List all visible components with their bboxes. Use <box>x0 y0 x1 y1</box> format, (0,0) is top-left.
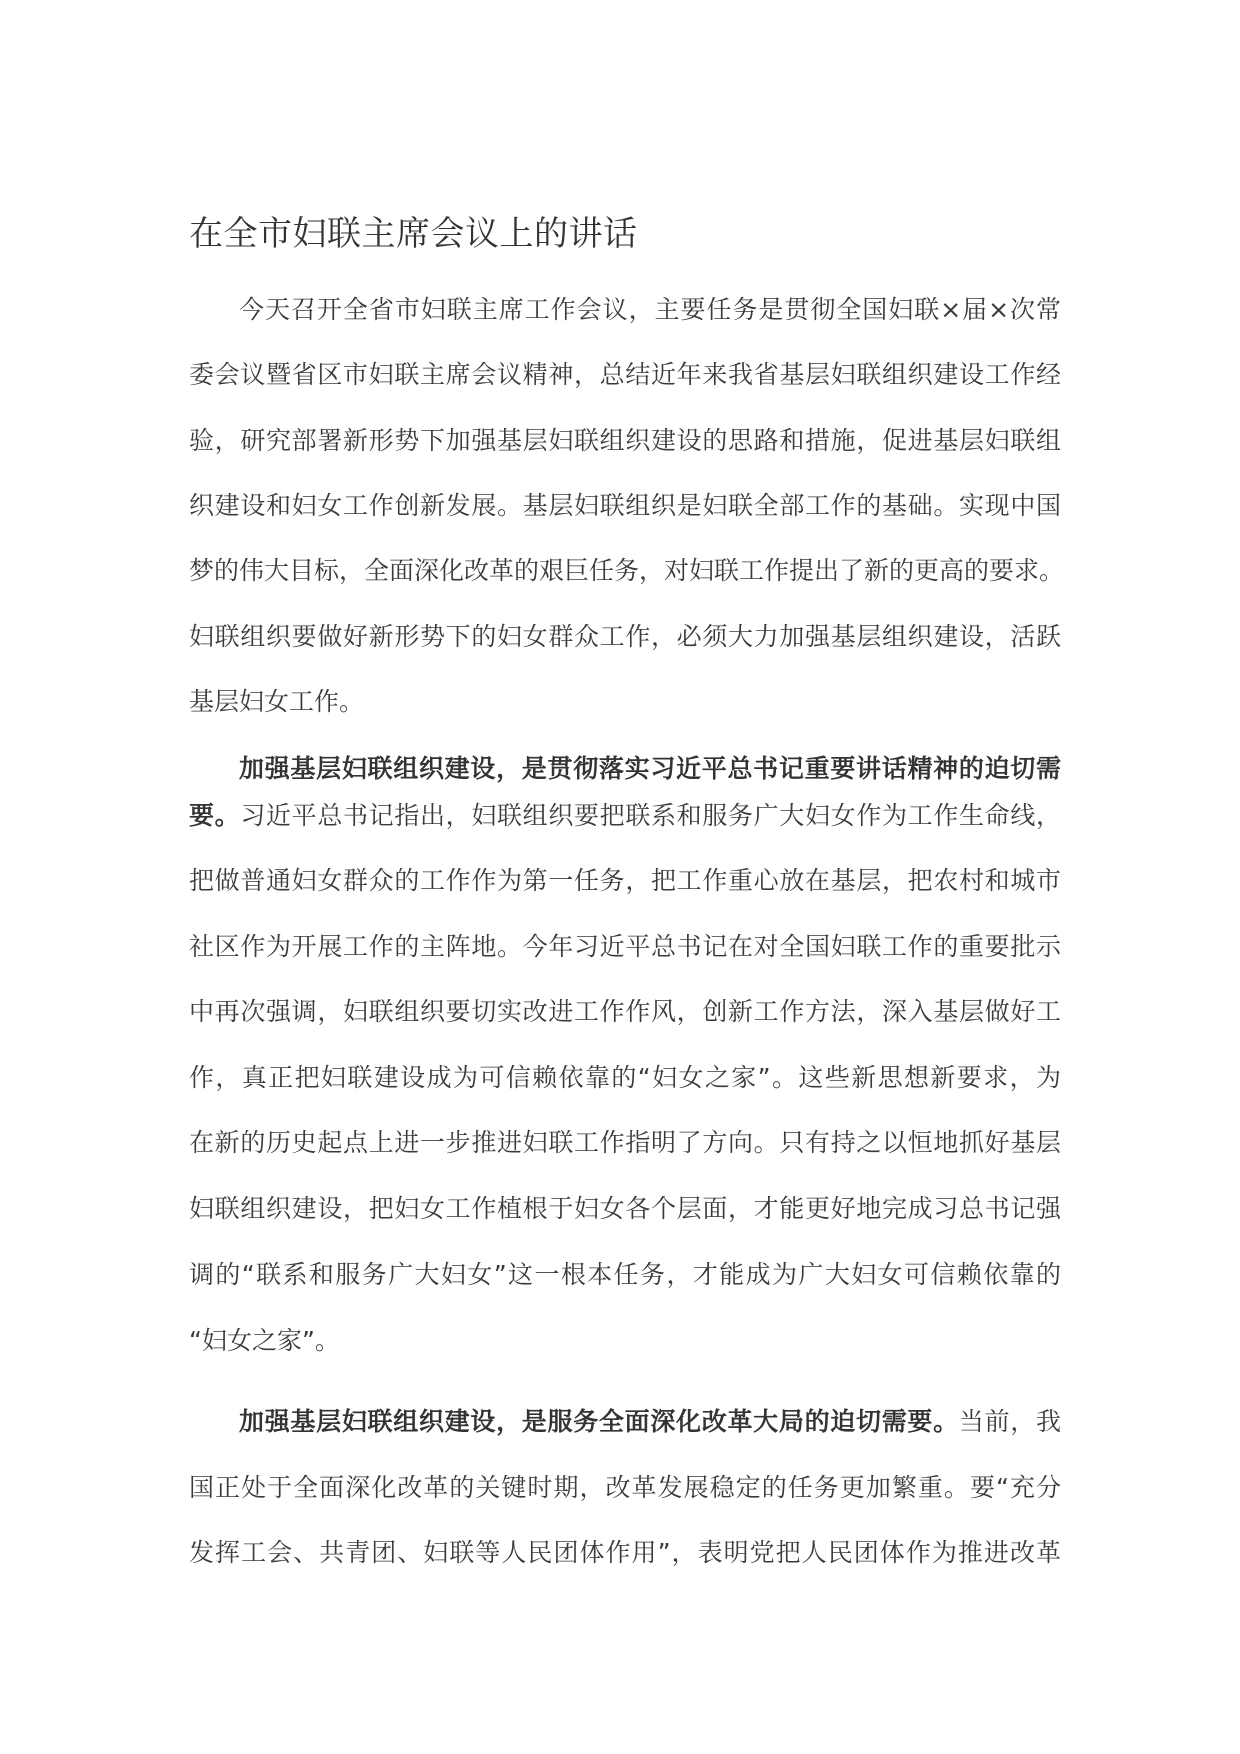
body-text: 习近平总书记指出，妇联组织要把联系和服务广大妇女作为工作生命线， <box>240 801 1061 830</box>
body-text: 把做普通妇女群众的工作作为第一任务，把工作重心放在基层，把农村和城市 <box>189 866 1061 895</box>
body-text: 中再次强调，妇联组织要切实改进工作作风，创新工作方法，深入基层做好工 <box>189 997 1061 1026</box>
body-text: 梦的伟大目标，全面深化改革的艰巨任务，对妇联工作提出了新的更高的要求。 <box>189 556 1065 585</box>
paragraph-3-line <box>189 1536 1061 1570</box>
body-text: 当前，我 <box>958 1407 1061 1436</box>
body-text: 妇联组织要做好新形势下的妇女群众工作，必须大力加强基层组织建设，活跃 <box>189 622 1061 651</box>
paragraph-2-line <box>189 995 1061 1029</box>
body-text: 验，研究部署新形势下加强基层妇联组织建设的思路和措施，促进基层妇联组 <box>189 426 1061 455</box>
bold-heading-text: 加强基层妇联组织建设，是贯彻落实习近平总书记重要讲话精神的迫切需 <box>239 754 1061 783</box>
paragraph-2-line <box>189 799 1061 833</box>
body-text: 社区作为开展工作的主阵地。今年习近平总书记在对全国妇联工作的重要批示 <box>189 932 1061 961</box>
paragraph-2-line <box>189 1061 1061 1095</box>
body-text: 基层妇女工作。 <box>189 687 365 716</box>
body-text: 妇联组织建设，把妇女工作植根于妇女各个层面，才能更好地完成习总书记强 <box>189 1194 1061 1223</box>
body-text: 发挥工会、共青团、妇联等人民团体作用”，表明党把人民团体作为推进改革 <box>189 1538 1061 1567</box>
paragraph-1-line <box>189 685 1061 719</box>
paragraph-2-line <box>189 1192 1061 1226</box>
paragraph-2-line <box>189 1258 1061 1292</box>
body-text: 国正处于全面深化改革的关键时期，改革发展稳定的任务更加繁重。要“充分 <box>189 1473 1061 1502</box>
paragraph-1-line <box>189 620 1061 654</box>
document-title: 在全市妇联主席会议上的讲话 <box>189 214 638 254</box>
paragraph-2-line <box>239 752 1061 786</box>
body-text: 调的“联系和服务广大妇女”这一根本任务，才能成为广大妇女可信赖依靠的 <box>189 1260 1061 1289</box>
paragraph-3-line <box>189 1471 1061 1505</box>
paragraph-1-line <box>189 358 1061 392</box>
paragraph-2-line <box>189 930 1061 964</box>
bold-heading-text: 要。 <box>189 801 241 830</box>
body-text: “妇女之家”。 <box>189 1326 340 1355</box>
body-text: 作，真正把妇联建设成为可信赖依靠的“妇女之家”。这些新思想新要求，为 <box>189 1063 1061 1092</box>
bold-heading-text: 加强基层妇联组织建设，是服务全面深化改革大局的迫切需要。 <box>239 1407 959 1436</box>
paragraph-2-line <box>189 1324 1061 1358</box>
paragraph-1-line <box>189 554 1065 588</box>
paragraph-2-line <box>189 1126 1061 1160</box>
body-text: 今天召开全省市妇联主席工作会议，主要任务是贯彻全国妇联×届×次常 <box>239 295 1061 324</box>
paragraph-1-line <box>189 489 1061 523</box>
paragraph-1-line <box>239 293 1061 327</box>
paragraph-2-line <box>189 864 1061 898</box>
body-text: 织建设和妇女工作创新发展。基层妇联组织是妇联全部工作的基础。实现中国 <box>189 491 1061 520</box>
body-text: 委会议暨省区市妇联主席会议精神，总结近年来我省基层妇联组织建设工作经 <box>189 360 1061 389</box>
paragraph-1-line <box>189 424 1061 458</box>
body-text: 在新的历史起点上进一步推进妇联工作指明了方向。只有持之以恒地抓好基层 <box>189 1128 1061 1157</box>
paragraph-3-line <box>239 1405 1061 1439</box>
